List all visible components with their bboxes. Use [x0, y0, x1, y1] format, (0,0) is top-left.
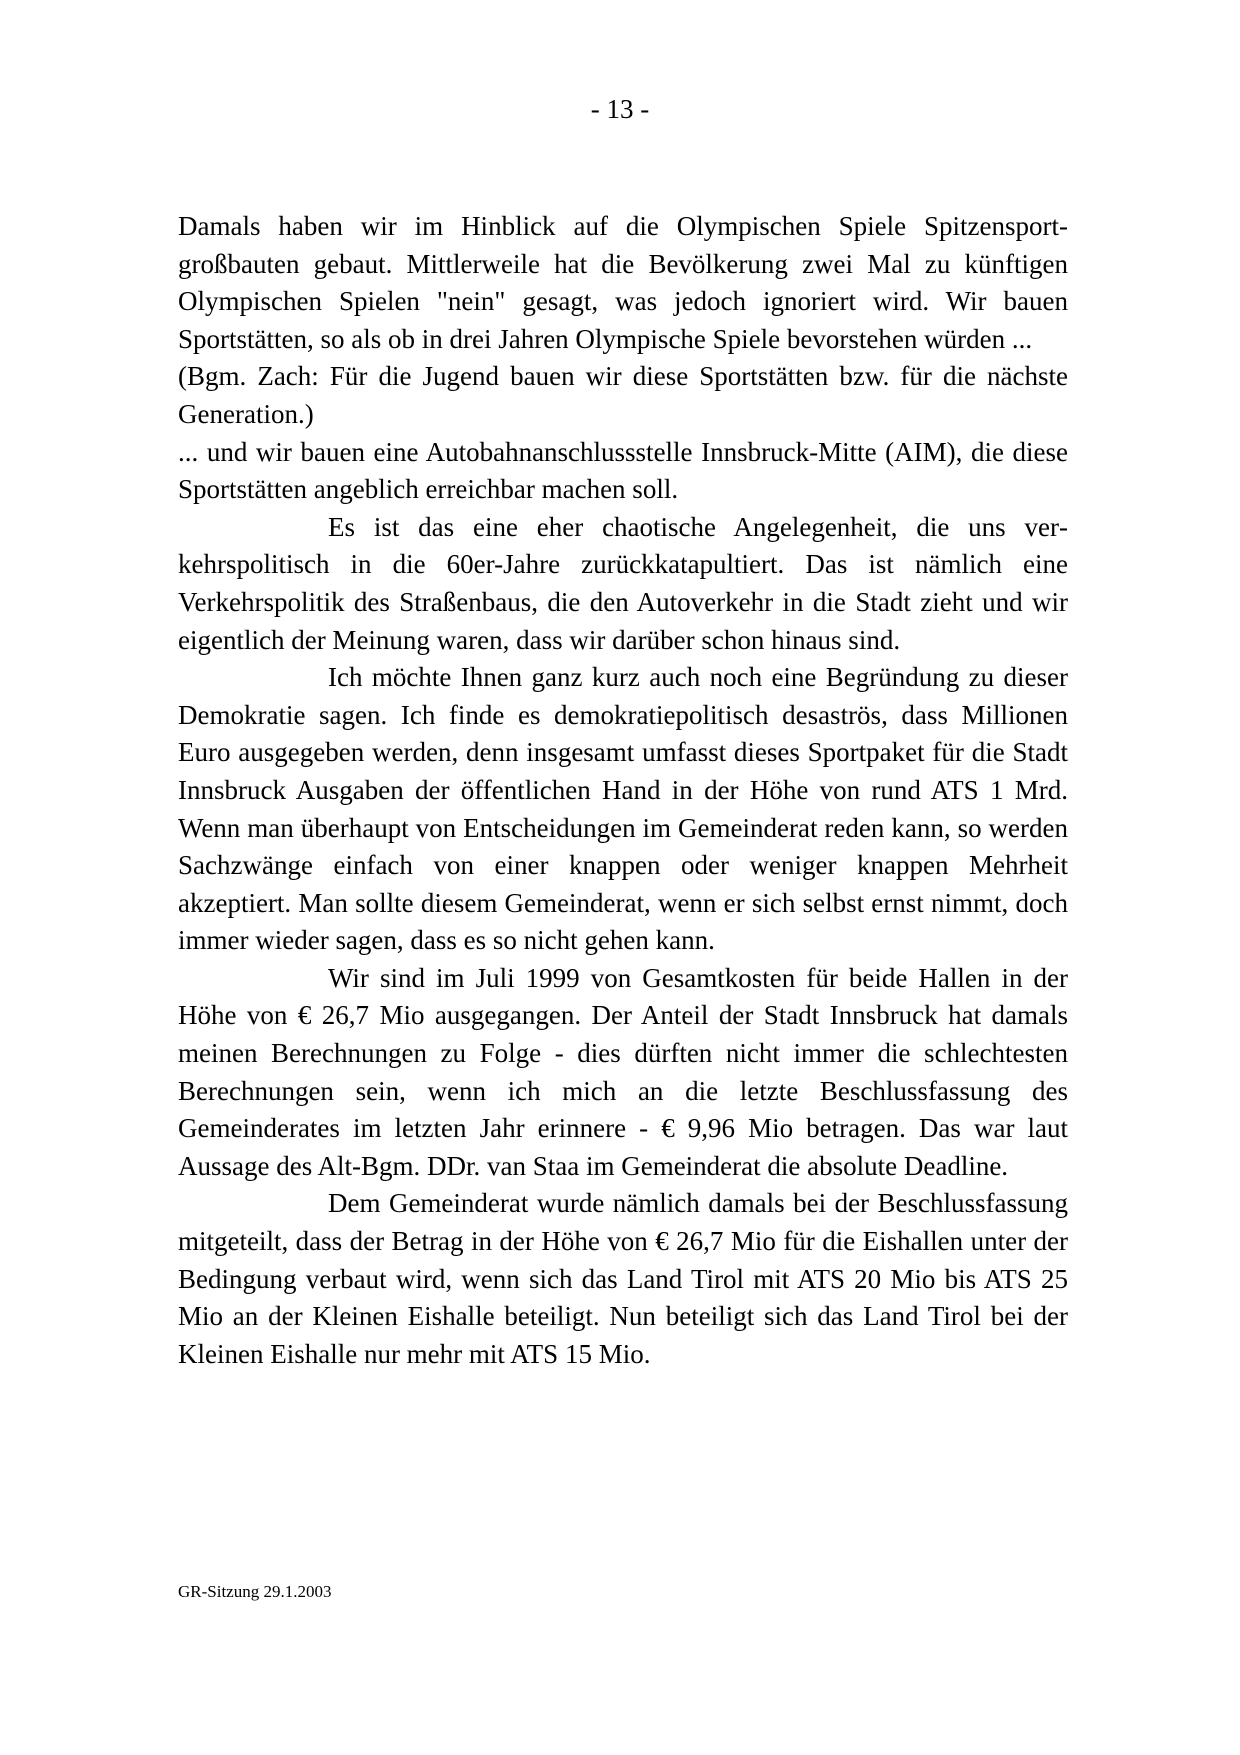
paragraph-council-decision: Dem Gemeinderat wurde nämlich damals bei der Beschlussfassung mitgeteilt, dass der Betrag in der Höhe von € 26,7 Mio für die Eishallen unter der Bedingung verbaut wird, wenn sich das Land Tirol mit ATS 20 Mio bis ATS 25 Mio an der Kleinen Eishalle beteiligt. Nun beteiligt sich das Land Tirol bei der Kleinen Eishalle nur mehr mit ATS 15 Mio.	[178, 1188, 1068, 1369]
paragraph-motorway-junction: ... und wir bauen eine Autobahnanschlussstelle Innsbruck-Mitte (AIM), die diese Sportstätten angeblich erreichbar machen soll.	[178, 436, 1068, 505]
page-number: - 13 -	[590, 94, 650, 124]
paragraph-total-costs: Wir sind im Juli 1999 von Gesamtkosten für beide Hallen in der Höhe von € 26,7 Mio ausgegangen. Der Anteil der Stadt Innsbruck hat damals meinen Berechnungen zu Folge - dies dürften nicht immer die schlechtesten Berechnungen sein, wenn ich mich an die letzte Beschlussfassung des Gemeinderates im letzten Jahr erinnere - € 9,96 Mio betragen. Das war laut Aussage des Alt-Bgm. DDr. van Staa im Gemeinderat die absolute Deadline.	[178, 962, 1068, 1181]
document-body	[178, 208, 1068, 1373]
paragraph-interjection-zach: (Bgm. Zach: Für die Jugend bauen wir diese Sportstätten bzw. für die nächste Generation.)	[178, 361, 1068, 429]
paragraph-democracy: Ich möchte Ihnen ganz kurz auch noch eine Begründung zu dieser Demokratie sagen. Ich finde es demokratiepolitisch desaströs, dass Millionen Euro ausgegeben werden, denn insgesamt umfasst dieses Sportpaket für die Stadt Innsbruck Ausgaben der öffentlichen Hand in der Höhe von rund ATS 1 Mrd. Wenn man überhaupt von Entscheidungen im Gemeinderat reden kann, so werden Sachzwänge einfach von einer knappen oder weniger knappen Mehrheit akzeptiert. Man sollte diesem Gemeinderat, wenn er sich selbst ernst nimmt, doch immer wieder sagen, dass es so nicht gehen kann.	[178, 662, 1068, 956]
footer-session-label: GR-Sitzung 29.1.2003	[178, 1582, 332, 1601]
paragraph-traffic-policy: Es ist das eine eher chaotische Angelegenheit, die uns verkehrspolitisch in die 60er-Jahre zurückkatapultiert. Das ist nämlich eine Verkehrspolitik des Straßenbaus, die den Autoverkehr in die Stadt zieht und wir eigentlich der Meinung waren, dass wir darüber schon hinaus sind.	[178, 511, 1068, 655]
paragraph-olympic-buildings: Damals haben wir im Hinblick auf die Olympischen Spiele Spitzensportgroßbauten gebaut. Mittlerweile hat die Bevölkerung zwei Mal zu künftigen Olympischen Spielen "nein" gesagt, was jedoch ignoriert wird. Wir bauen Sportstätten, so als ob in drei Jahren Olympische Spiele bevorstehen würden ...	[178, 211, 1068, 354]
